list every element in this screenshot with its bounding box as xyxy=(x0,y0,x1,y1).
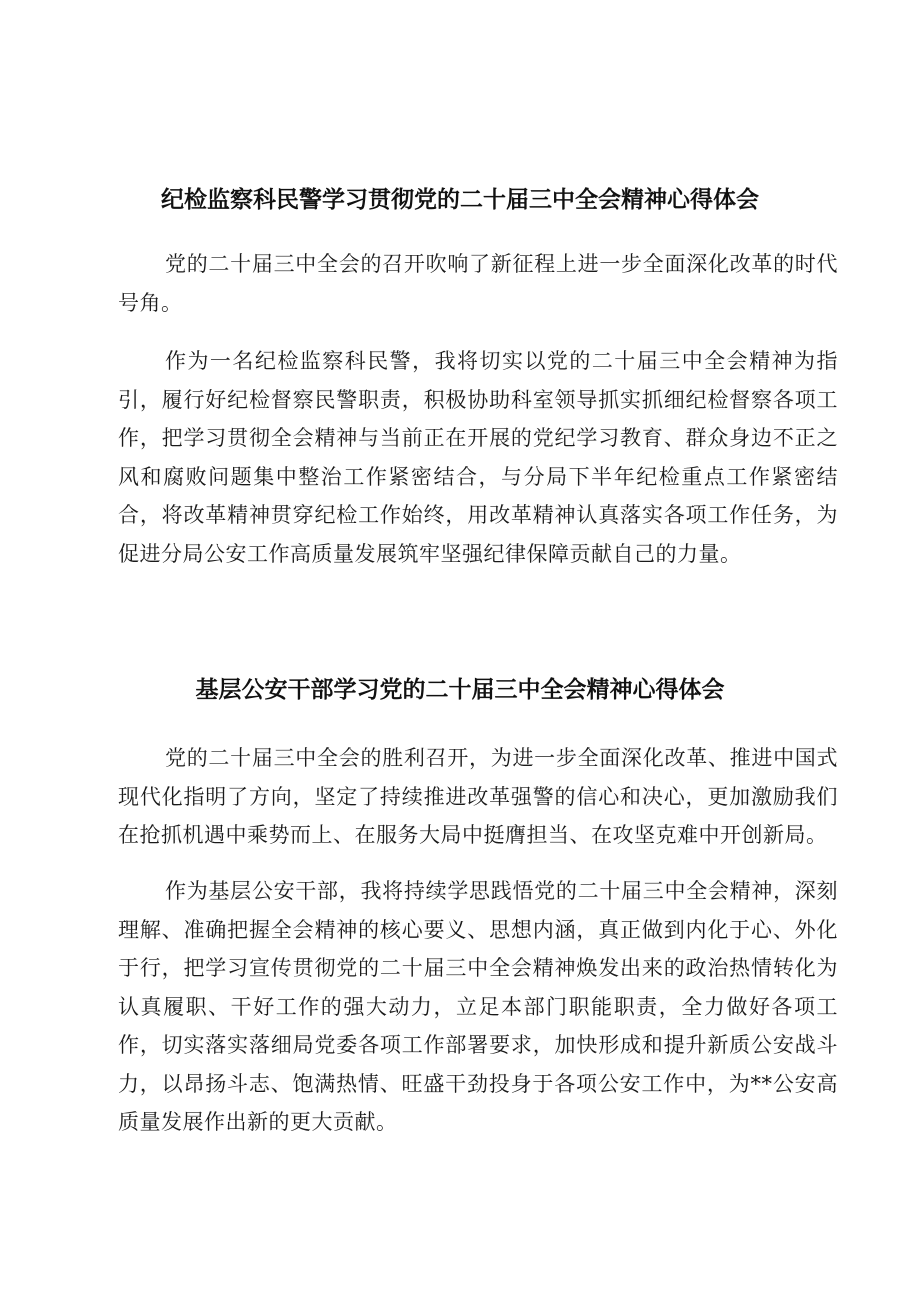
section-1-title: 纪检监察科民警学习贯彻党的二十届三中全会精神心得体会 xyxy=(161,187,759,214)
section-1-paragraph-2: 作为一名纪检监察科民警，我将切实以党的二十届三中全会精神为指引，履行好纪检督察民警职责，积极协助科室领导抓实抓细纪检督察各项工作，把学习贯彻全会精神与当前正在开展的党纪学习教育、群众身边不正之风和腐败问题集中整治工作紧密结合，与分局下半年纪检重点工作紧密结合，将改革精神贯穿纪检工作始终，用改革精神认真落实各项工作任务，为促进分局公安工作高质量发展筑牢坚强纪律保障贡献自己的力量。 xyxy=(118,349,838,566)
section-2-paragraph-1: 党的二十届三中全会的胜利召开，为进一步全面深化改革、推进中国式现代化指明了方向，坚定了持续推进改革强警的信心和决心，更加激励我们在抢抓机遇中乘势而上、在服务大局中挺膺担当、在攻坚克难中开创新局。 xyxy=(118,746,838,847)
section-1-paragraph-1: 党的二十届三中全会的召开吹响了新征程上进一步全面深化改革的时代号角。 xyxy=(118,252,838,315)
section-2-paragraph-2: 作为基层公安干部，我将持续学思践悟党的二十届三中全会精神，深刻理解、准确把握全会精神的核心要义、思想内涵，真正做到内化于心、外化于行，把学习宣传贯彻党的二十届三中全会精神焕发出来的政治热情转化为认真履职、干好工作的强大动力，立足本部门职能职责，全力做好各项工作，切实落实落细局党委各项工作部署要求，加快形成和提升新质公安战斗力，以昂扬斗志、饱满热情、旺盛干劲投身于各项公安工作中，为**公安高质量发展作出新的更大贡献。 xyxy=(118,879,838,1134)
section-2-title: 基层公安干部学习党的二十届三中全会精神心得体会 xyxy=(195,677,725,704)
